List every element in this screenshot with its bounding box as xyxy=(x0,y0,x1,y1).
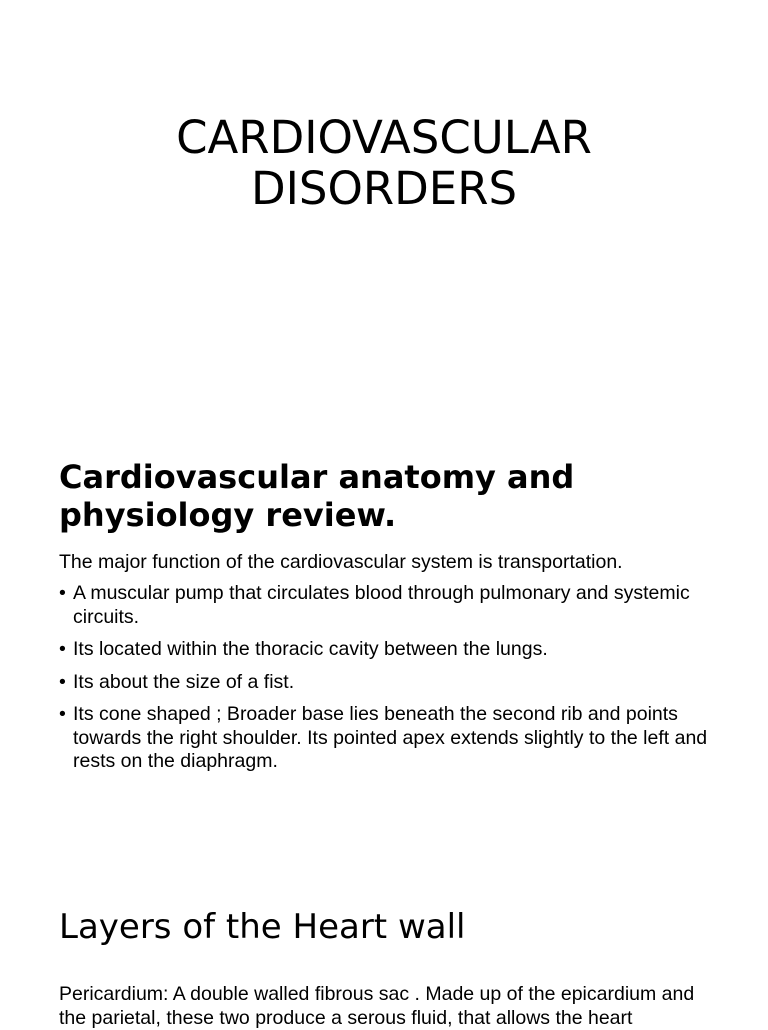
main-title-line-2: DISORDERS xyxy=(250,162,518,215)
list-item xyxy=(59,582,719,629)
bullet-text: Its about the size of a fist. xyxy=(73,670,295,693)
bullet-text: Its cone shaped ; Broader base lies beneath the second rib and points towards the right shoulder. Its pointed apex extends slightly to the left and rests on the diaphragm. xyxy=(73,703,708,772)
main-title xyxy=(0,112,768,214)
anatomy-intro: The major function of the cardiovascular system is transportation. xyxy=(59,551,623,573)
bullet-icon: • xyxy=(59,670,66,693)
anatomy-heading-line-1: Cardiovascular anatomy and xyxy=(59,458,575,496)
layers-heading: Layers of the Heart wall xyxy=(59,907,466,947)
layers-slide xyxy=(0,864,768,1029)
main-title-line-1: CARDIOVASCULAR xyxy=(176,111,592,164)
bullet-icon: • xyxy=(59,703,66,725)
bullet-text: A muscular pump that circulates blood through pulmonary and systemic circuits. xyxy=(73,582,690,628)
bullet-text: Its located within the thoracic cavity between the lungs. xyxy=(73,638,548,660)
list-item xyxy=(59,638,719,662)
pericardium-text: Pericardium: A double walled fibrous sac . Made up of the epicardium and the parietal, these two produce a serous fluid, that allows the heart xyxy=(59,983,695,1029)
list-item xyxy=(59,703,719,774)
list-item xyxy=(59,671,719,695)
anatomy-bullet-list xyxy=(59,582,719,783)
title-slide xyxy=(0,0,768,432)
bullet-icon: • xyxy=(59,638,66,660)
anatomy-heading xyxy=(59,458,739,534)
bullet-icon: • xyxy=(59,582,66,604)
anatomy-heading-line-2: physiology review. xyxy=(59,496,397,534)
anatomy-slide xyxy=(0,432,768,864)
